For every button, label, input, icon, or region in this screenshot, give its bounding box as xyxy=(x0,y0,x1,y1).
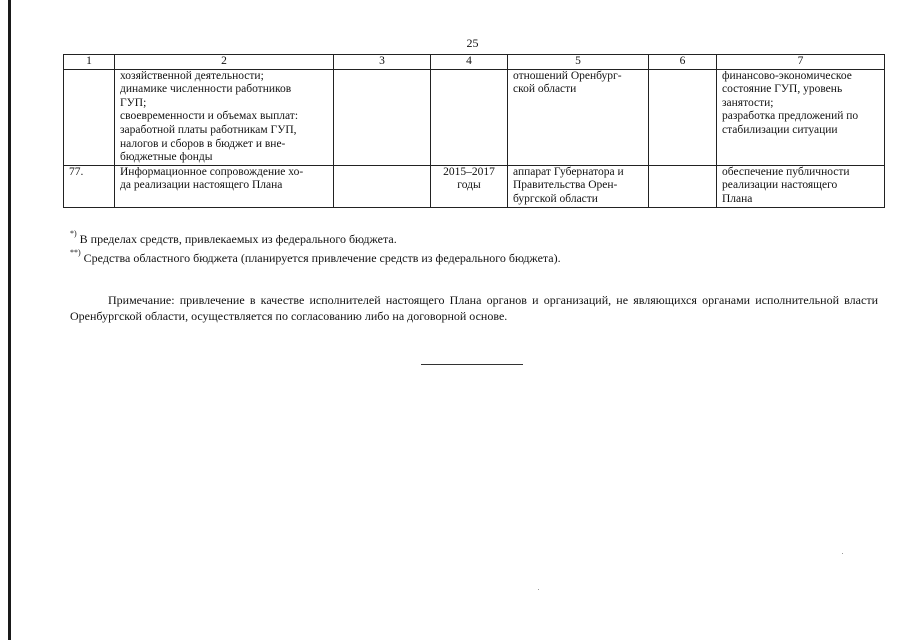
amount-cell xyxy=(649,69,717,165)
cell-line: аппарат Губернатора и xyxy=(513,165,624,178)
page-number: 25 xyxy=(466,36,479,50)
cell-line: ской области xyxy=(513,83,577,96)
header-cell: 6 xyxy=(649,55,717,70)
footnote-text: В пределах средств, привлекаемых из федерального бюджета. xyxy=(76,232,397,246)
footnote xyxy=(70,247,561,266)
activity-cell xyxy=(115,165,334,207)
cell-line: заработной платы работникам ГУП, xyxy=(120,123,297,136)
cell-line: бюджетные фонды xyxy=(120,151,213,164)
table-row xyxy=(64,69,885,165)
cell-line: своевременности и объемах выплат: xyxy=(120,110,299,123)
cell-line: занятости; xyxy=(722,96,774,109)
table-row xyxy=(64,165,885,207)
cell-line: 2015–2017 xyxy=(443,165,495,178)
cell-line: состояние ГУП, уровень xyxy=(722,83,843,96)
footnote-mark: *) xyxy=(70,229,77,238)
cell-line: Информационное сопровождение хо- xyxy=(120,165,304,178)
note-text: Примечание: привлечение в качестве исполнителей настоящего Плана органов и организаций, не являющихся органами исполнительной власти Оренбургской области, осуществляется по согласованию либо на договорной основе. xyxy=(70,293,878,323)
executor-cell xyxy=(508,69,649,165)
activity-cell xyxy=(115,69,334,165)
cell-line: да реализации настоящего Плана xyxy=(120,179,283,192)
header-cell: 1 xyxy=(64,55,115,70)
cell-line: реализации настоящего xyxy=(722,179,838,192)
cell-line: обеспечение публичности xyxy=(722,165,850,178)
period-cell xyxy=(431,165,508,207)
header-cell: 5 xyxy=(508,55,649,70)
period-cell xyxy=(431,69,508,165)
header-cell: 7 xyxy=(717,55,885,70)
funding-cell xyxy=(334,165,431,207)
cell-line: Правительства Орен- xyxy=(513,179,618,192)
footnote-mark: **) xyxy=(70,248,81,257)
scan-speck xyxy=(842,553,843,554)
cell-line: ГУП; xyxy=(120,96,147,109)
cell-line: годы xyxy=(457,179,481,192)
executor-cell xyxy=(508,165,649,207)
header-cell: 4 xyxy=(431,55,508,70)
plan-table xyxy=(63,54,885,208)
row-number-cell: 77. xyxy=(64,165,115,207)
cell-line: налогов и сборов в бюджет и вне- xyxy=(120,137,286,150)
cell-line: бургской области xyxy=(513,192,598,205)
cell-line: отношений Оренбург- xyxy=(513,69,622,82)
table-header-row xyxy=(64,55,885,70)
row-number-cell xyxy=(64,69,115,165)
cell-line: хозяйственной деятельности; xyxy=(120,69,264,82)
cell-line: стабилизации ситуации xyxy=(722,123,838,136)
footnotes xyxy=(70,228,561,266)
result-cell xyxy=(717,69,885,165)
cell-line: Плана xyxy=(722,192,753,205)
cell-line: разработка предложений по xyxy=(722,110,859,123)
footnote xyxy=(70,228,561,247)
result-cell xyxy=(717,165,885,207)
footnote-text: Средства областного бюджета (планируется привлечение средств из федерального бюджета). xyxy=(80,251,561,265)
cell-line: финансово-экономическое xyxy=(722,69,852,82)
binding-edge-line xyxy=(8,0,11,640)
header-cell: 2 xyxy=(115,55,334,70)
note-paragraph xyxy=(70,292,878,324)
end-rule xyxy=(421,364,523,365)
header-cell: 3 xyxy=(334,55,431,70)
cell-line: динамике численности работников xyxy=(120,83,292,96)
funding-cell xyxy=(334,69,431,165)
scan-speck xyxy=(538,589,539,590)
amount-cell xyxy=(649,165,717,207)
